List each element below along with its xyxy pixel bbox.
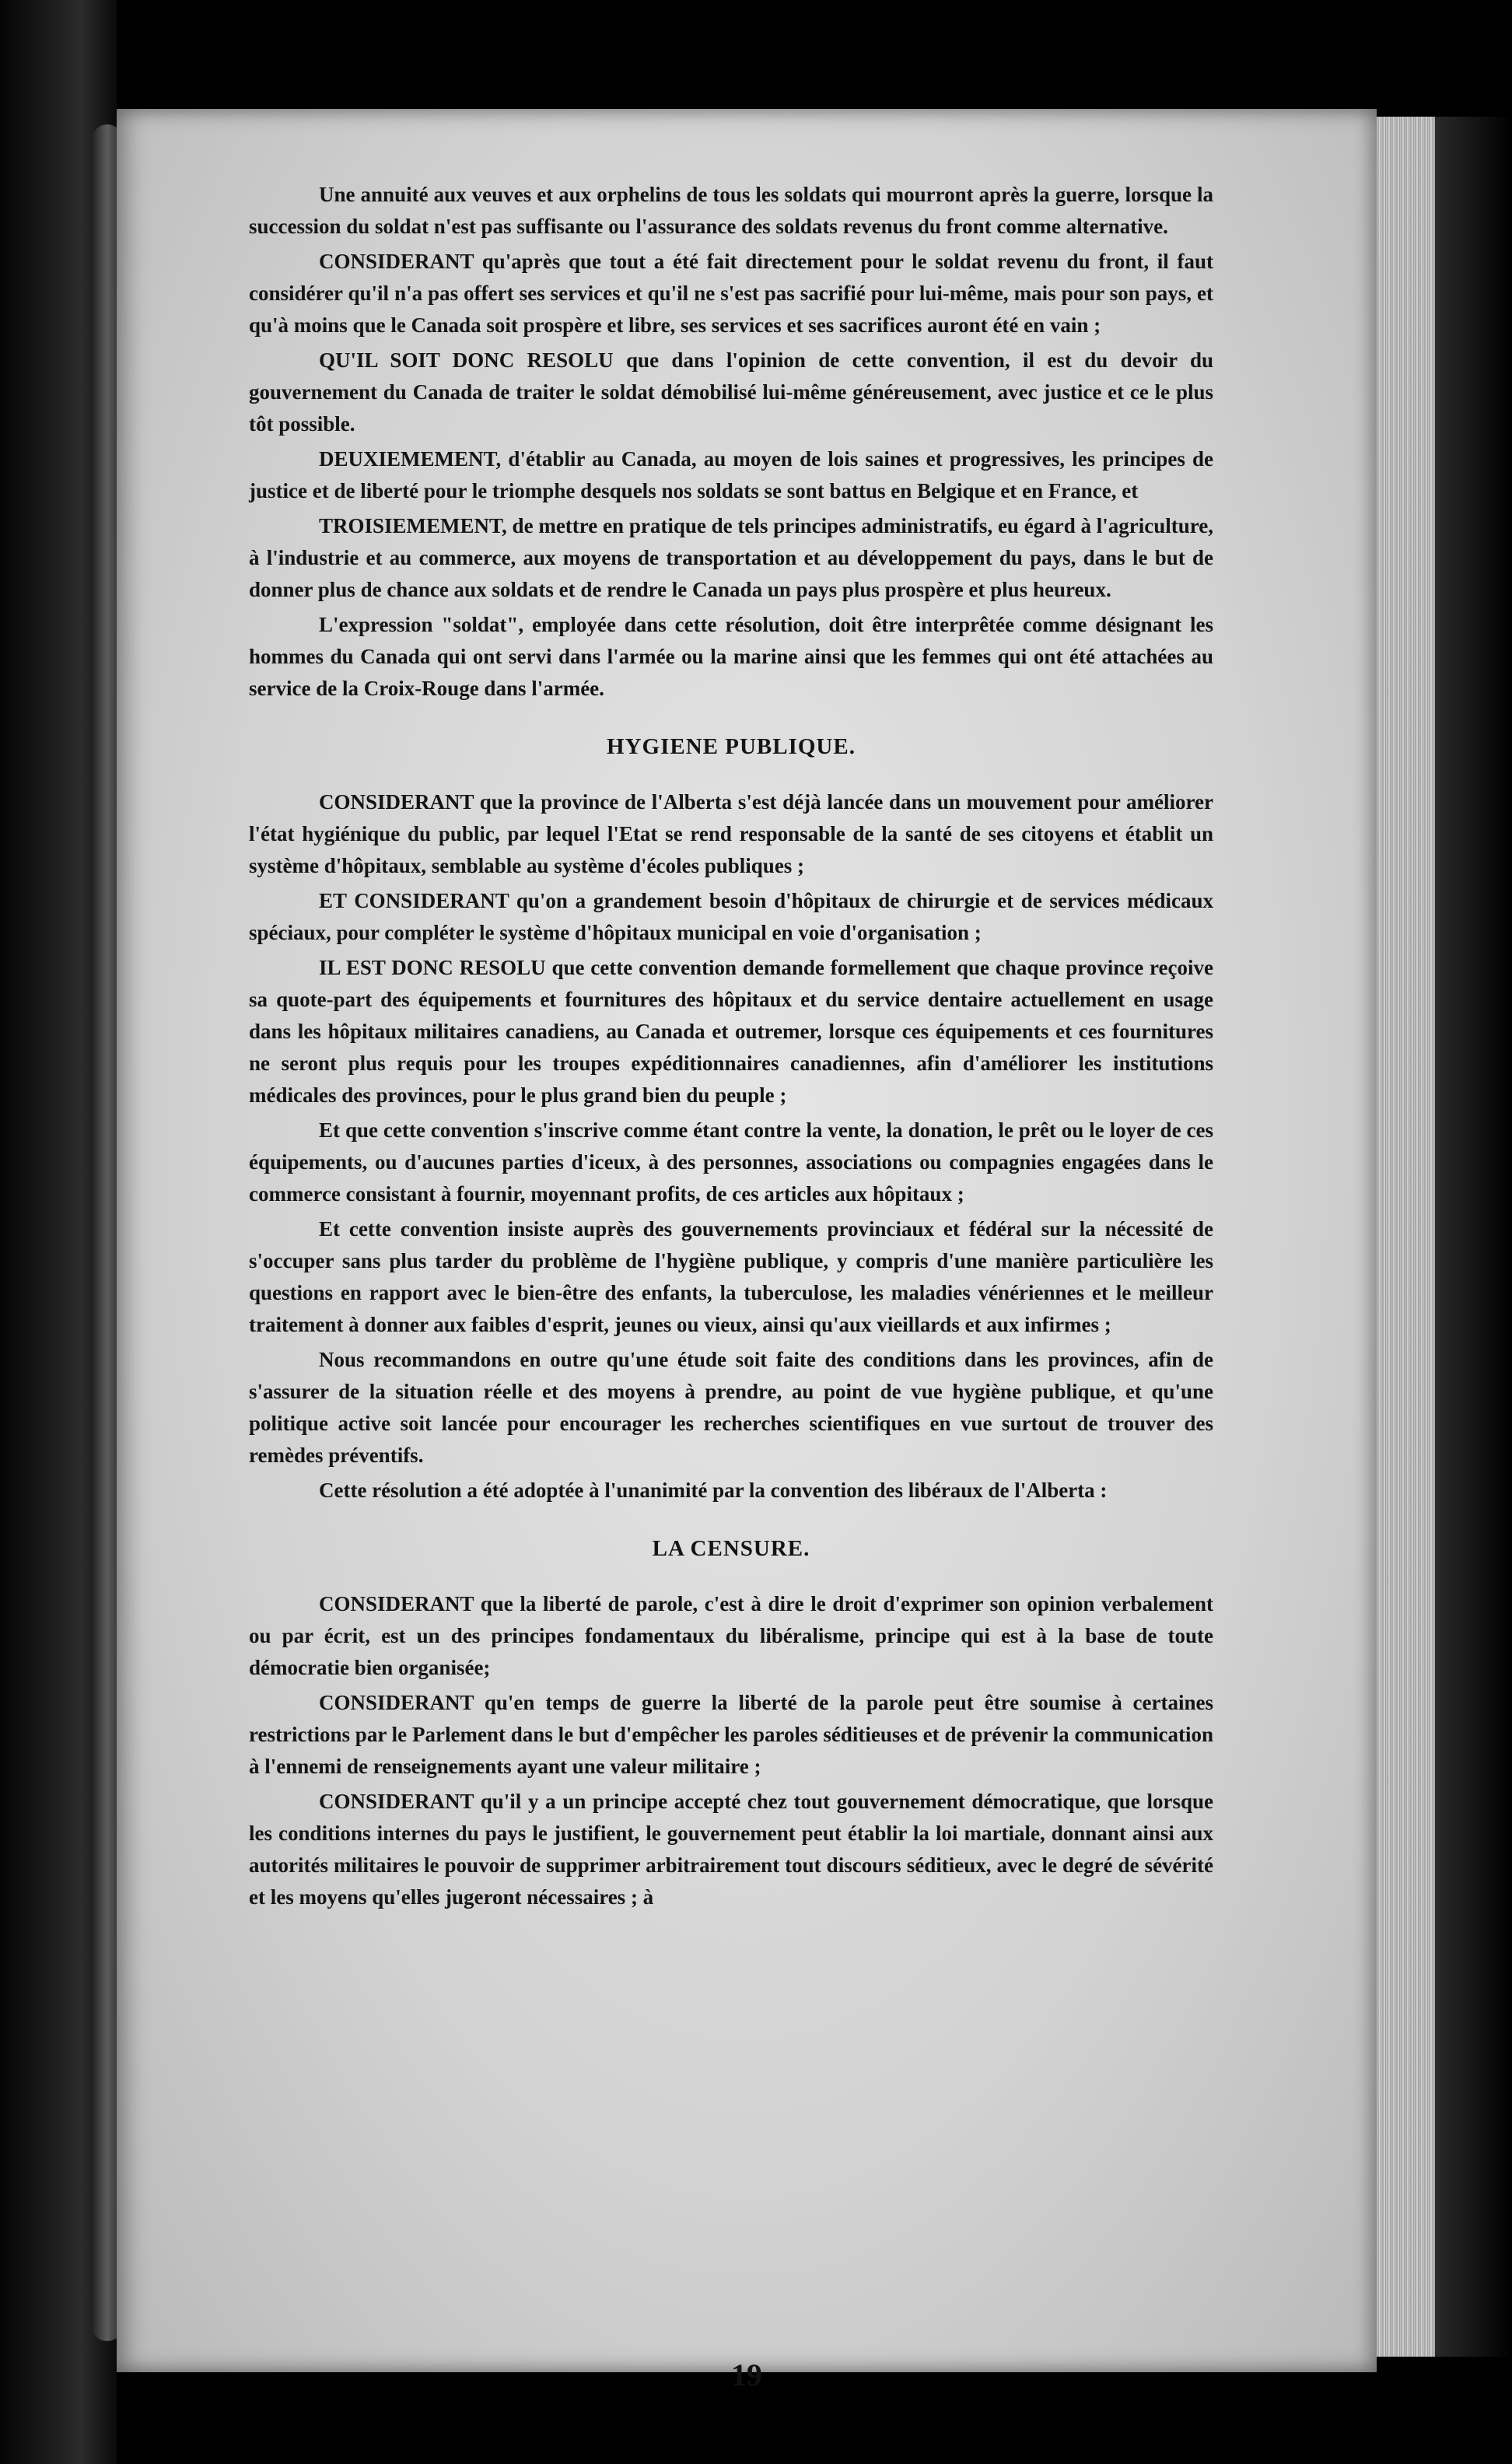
paragraph: TROISIEMEMENT, de mettre en pratique de tels principes administratifs, eu égard à l'agriculture, à l'industrie et au commerce, aux moyens de transportation et au développement du pays, dans le but de donner plus de chance aux soldats et de rendre le Canada un pays plus prospère et plus heureux. (249, 514, 1213, 601)
paragraph: CONSIDERANT que la liberté de parole, c'est à dire le droit d'exprimer son opinion verbalement ou par écrit, est un des principes fondamentaux du libéralisme, principe qui est à la base de toute démocratie bien organisée; (249, 1592, 1213, 1679)
paragraph: IL EST DONC RESOLU que cette convention demande formellement que chaque province reçoive sa quote-part des équipements et fournitures des hôpitaux et du service dentaire actuellement en usage dans les hôpitaux militaires canadiens, au Canada et outremer, lorsque ces équipements et ces fournitures ne seront plus requis pour les troupes expéditionnaires canadiennes, afin d'améliorer les institutions médicales des provinces, pour le plus grand bien du peuple ; (249, 956, 1213, 1107)
paragraph: CONSIDERANT qu'en temps de guerre la liberté de la parole peut être soumise à certaines restrictions par le Parlement dans le but d'empêcher les paroles séditieuses et de prévenir la communication à l'ennemi de renseignements ayant une valeur militaire ; (249, 1691, 1213, 1778)
page-number: 19 (731, 2357, 762, 2392)
paragraph: ET CONSIDERANT qu'on a grandement besoin d'hôpitaux de chirurgie et de services médicaux spéciaux, pour compléter le système d'hôpitaux municipal en voie d'organisation ; (249, 889, 1213, 944)
paragraph: QU'IL SOIT DONC RESOLU que dans l'opinion de cette convention, il est du devoir du gouvernement du Canada de traiter le soldat démobilisé lui-même généreusement, avec justice et ce le plus tôt possible. (249, 348, 1213, 436)
section-heading-hygiene: HYGIENE PUBLIQUE. (607, 734, 856, 759)
section-heading-censure: LA CENSURE. (652, 1536, 810, 1561)
background-right (1435, 117, 1512, 2357)
paragraph: Cette résolution a été adoptée à l'unanimité par la convention des libéraux de l'Alberta : (319, 1479, 1108, 1502)
paragraph: L'expression "soldat", employée dans cette résolution, doit être interprêtée comme désignant les hommes du Canada qui ont servi dans l'armée ou la marine ainsi que les femmes qui ont été attachées au service de la Croix-Rouge dans l'armée. (249, 613, 1213, 700)
paragraph: Une annuité aux veuves et aux orphelins de tous les soldats qui mourront après la guerre, lorsque la succession du soldat n'est pas suffisante ou l'assurance des soldats revenus du front comme alternative. (249, 183, 1213, 238)
paragraph: DEUXIEMEMENT, d'établir au Canada, au moyen de lois saines et progressives, les principes de justice et de liberté pour le triomphe desquels nos soldats se sont battus en Belgique et en France, et (249, 447, 1213, 502)
page-content (249, 179, 1213, 1916)
paragraph: Nous recommandons en outre qu'une étude soit faite des conditions dans les provinces, afin de s'assurer de la situation réelle et des moyens à prendre, au point de vue hygiène publique, et qu'une politique active soit lancée pour encourager les recherches scientifiques en vue surtout de trouver des remèdes préventifs. (249, 1348, 1213, 1467)
paragraph: CONSIDERANT qu'il y a un principe accepté chez tout gouvernement démocratique, que lorsque les conditions internes du pays le justifient, le gouvernement peut établir la loi martiale, donnant ainsi aux autorités militaires le pouvoir de supprimer arbitrairement tout discours séditieux, avec le degré de sévérité et les moyens qu'elles jugeront nécessaires ; à (249, 1790, 1213, 1909)
paragraph: CONSIDERANT qu'après que tout a été fait directement pour le soldat revenu du front, il faut considérer qu'il n'a pas offert ses services et qu'il ne s'est pas sacrifié pour lui-même, mais pour son pays, et qu'à moins que le Canada soit prospère et libre, ses services et ses sacrifices auront été en vain ; (249, 250, 1213, 337)
page-stack-edge (1377, 117, 1435, 2357)
paragraph: Et cette convention insiste auprès des gouvernements provinciaux et fédéral sur la nécessité de s'occuper sans plus tarder du problème de l'hygiène publique, y compris d'une manière particulière les questions en rapport avec le bien-être des enfants, la tuberculose, les maladies vénériennes et le meilleur traitement à donner aux faibles d'esprit, jeunes ou vieux, ainsi qu'aux vieillards et aux infirmes ; (249, 1217, 1213, 1336)
paragraph: CONSIDERANT que la province de l'Alberta s'est déjà lancée dans un mouvement pour améliorer l'état hygiénique du public, par lequel l'Etat se rend responsable de la santé de ses citoyens et établit un système d'hôpitaux, semblable au système d'écoles publiques ; (249, 790, 1213, 877)
paragraph: Et que cette convention s'inscrive comme étant contre la vente, la donation, le prêt ou le loyer de ces équipements, ou d'aucunes parties d'iceux, à des personnes, associations ou compagnies engagées dans le commerce consistant à fournir, moyennant profits, de ces articles aux hôpitaux ; (249, 1118, 1213, 1206)
